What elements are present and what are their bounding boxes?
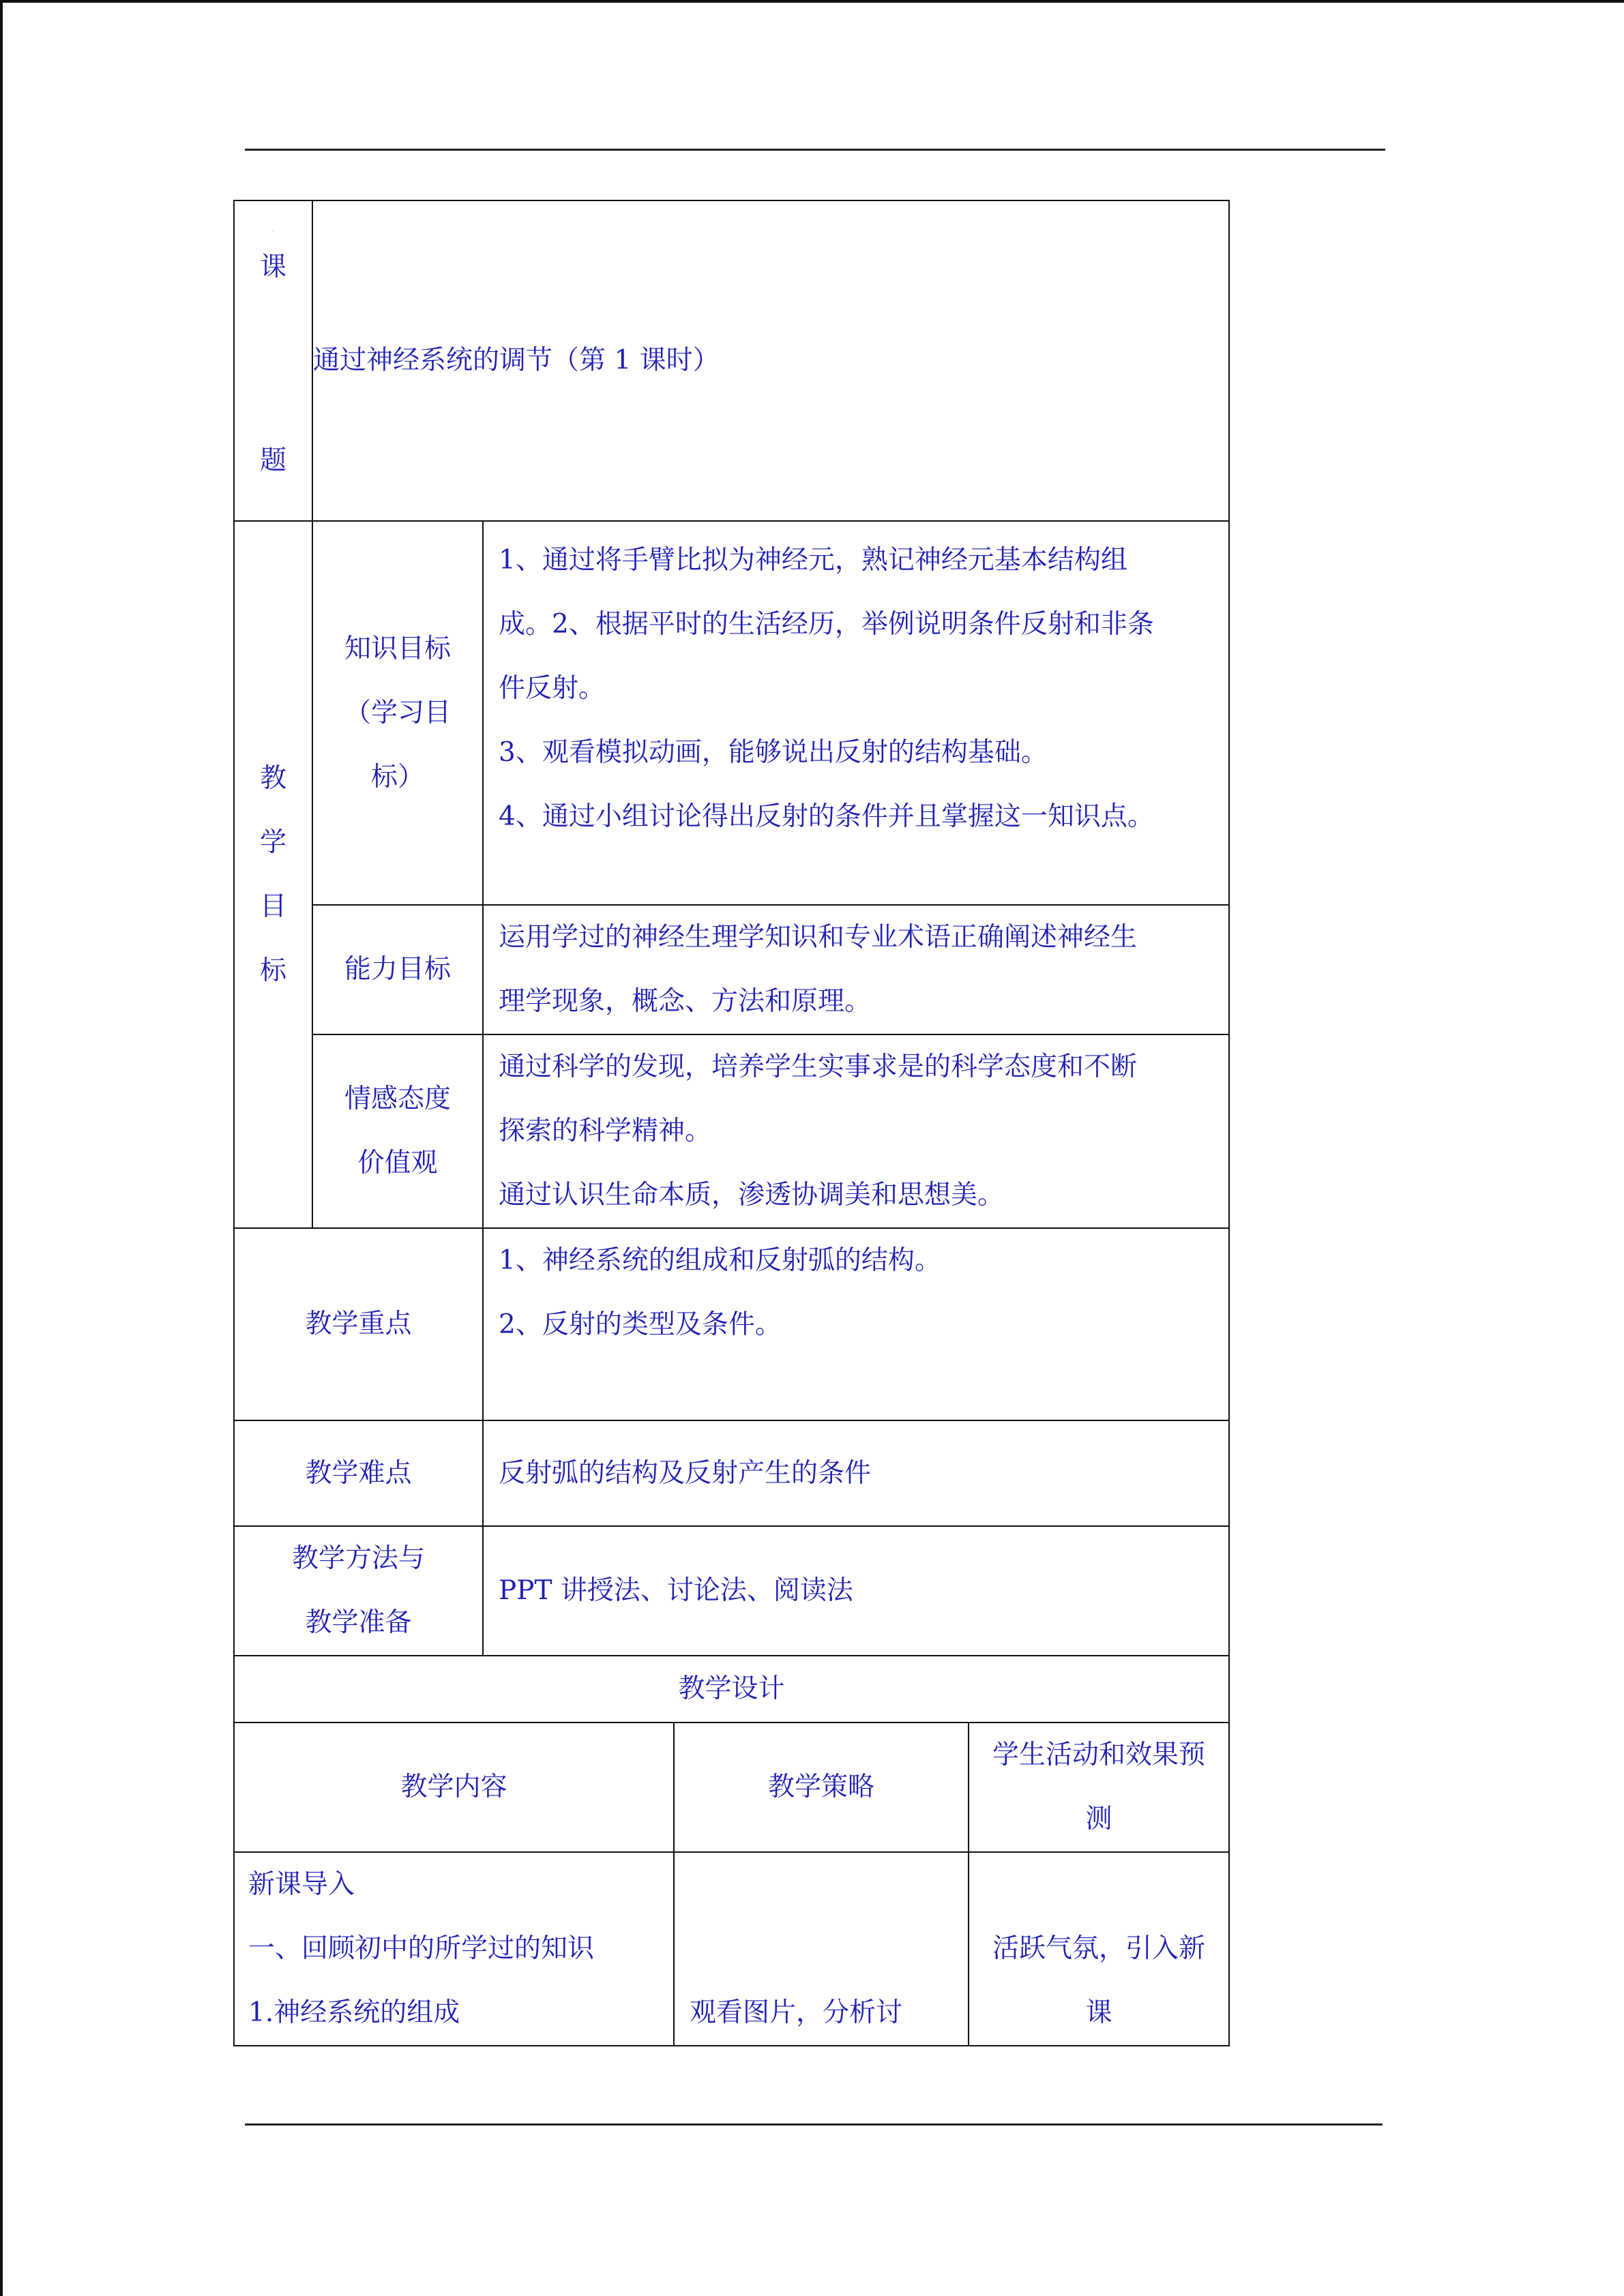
key-points-label: 教学重点 <box>305 1309 412 1339</box>
emotion-line: 探索的科学精神。 <box>499 1116 712 1146</box>
methods-row <box>234 1526 1229 1656</box>
methods-content-cell <box>483 1526 1229 1656</box>
strategy-header: 教学策略 <box>767 1772 874 1802</box>
topic-title-cell <box>312 200 1229 521</box>
emotion-line: 通过认识生命本质，渗透协调美和思想美。 <box>499 1180 1005 1210</box>
methods-label-line: 教学准备 <box>305 1607 412 1638</box>
design-title-cell <box>234 1656 1229 1723</box>
key-points-row <box>234 1228 1229 1420</box>
objectives-label-char: 学 <box>259 826 286 858</box>
ability-line: 理学现象，概念、方法和原理。 <box>499 986 872 1017</box>
difficulties-content-cell <box>483 1420 1229 1526</box>
design-activity-cell <box>969 1852 1229 2046</box>
knowledge-label-line: 标） <box>370 761 424 792</box>
design-title: 教学设计 <box>678 1673 785 1704</box>
knowledge-content-cell <box>483 521 1229 905</box>
design-title-row <box>234 1656 1229 1723</box>
activity-header-line: 测 <box>1085 1804 1112 1834</box>
difficulties-row <box>234 1420 1229 1526</box>
header-rule <box>245 149 1385 151</box>
knowledge-objective-row <box>234 521 1229 905</box>
emotion-content-cell <box>483 1034 1229 1228</box>
knowledge-line: 件反射。 <box>499 673 606 704</box>
emotion-label-line: 情感态度 <box>344 1084 451 1114</box>
methods-label-cell <box>234 1526 483 1656</box>
content-line: 一、回顾初中的所学过的知识 <box>248 1933 595 1964</box>
activity-line: 活跃气氛，引入新 <box>992 1933 1206 1964</box>
emotion-objective-row <box>234 1034 1229 1228</box>
ability-objective-row <box>234 905 1229 1034</box>
activity-line: 课 <box>1085 1997 1112 2028</box>
footer-rule <box>245 2123 1383 2126</box>
design-header-row <box>234 1723 1229 1852</box>
design-content-row <box>234 1852 1229 2046</box>
difficulties-label: 教学难点 <box>305 1457 412 1489</box>
lesson-plan-table <box>233 200 1230 2046</box>
activity-header-line: 学生活动和效果预 <box>992 1740 1206 1770</box>
key-point-line: 2、反射的类型及条件。 <box>499 1309 782 1340</box>
key-points-label-cell <box>234 1228 483 1420</box>
methods-label-line: 教学方法与 <box>291 1543 425 1574</box>
emotion-label-line: 价值观 <box>357 1148 438 1178</box>
content-header-cell <box>234 1723 674 1852</box>
lesson-title: 通过神经系统的调节（第 1 课时） <box>313 345 720 376</box>
topic-row <box>234 200 1229 521</box>
knowledge-line: 4、通过小组讨论得出反射的条件并且掌握这一知识点。 <box>499 801 1154 832</box>
knowledge-line: 3、观看模拟动画，能够说出反射的结构基础。 <box>499 737 1048 768</box>
objectives-label-cell <box>234 521 312 1228</box>
knowledge-line: 成。2、根据平时的生活经历，举例说明条件反射和非条 <box>499 609 1154 640</box>
difficulties-label-cell <box>234 1420 483 1526</box>
knowledge-label-cell <box>312 521 483 905</box>
methods-text: PPT 讲授法、讨论法、阅读法 <box>499 1575 853 1606</box>
difficulties-text: 反射弧的结构及反射产生的条件 <box>499 1457 872 1489</box>
knowledge-label-line: 知识目标 <box>344 633 451 664</box>
topic-label-cell: - 课 题 <box>234 200 312 521</box>
key-point-line: 1、神经系统的组成和反射弧的结构。 <box>499 1245 941 1276</box>
design-content-cell <box>234 1852 674 2046</box>
emotion-label-cell <box>312 1034 483 1228</box>
objectives-label-char: 标 <box>259 955 286 986</box>
content-header: 教学内容 <box>400 1772 507 1802</box>
strategy-header-cell <box>674 1723 969 1852</box>
objectives-label-char: 教 <box>259 762 286 794</box>
knowledge-label-line: （学习目 <box>344 697 451 728</box>
strategy-text: 观看图片，分析讨 <box>690 1997 903 2028</box>
topic-label-char: 课 <box>259 252 286 282</box>
activity-header-cell <box>969 1723 1229 1852</box>
design-strategy-cell <box>674 1852 969 2046</box>
ability-content-cell <box>483 905 1229 1034</box>
content-line: 1.神经系统的组成 <box>248 1997 460 2028</box>
key-points-content-cell <box>483 1228 1229 1420</box>
ability-label-cell <box>312 905 483 1034</box>
topic-label-char: 题 <box>259 445 286 476</box>
emotion-line: 通过科学的发现，培养学生实事求是的科学态度和不断 <box>499 1052 1138 1082</box>
ability-label: 能力目标 <box>344 954 451 985</box>
content-line: 新课导入 <box>248 1869 355 1900</box>
objectives-label-char: 目 <box>259 891 286 922</box>
ability-line: 运用学过的神经生理学知识和专业术语正确阐述神经生 <box>499 922 1138 953</box>
knowledge-line: 1、通过将手臂比拟为神经元，熟记神经元基本结构组 <box>499 545 1127 576</box>
